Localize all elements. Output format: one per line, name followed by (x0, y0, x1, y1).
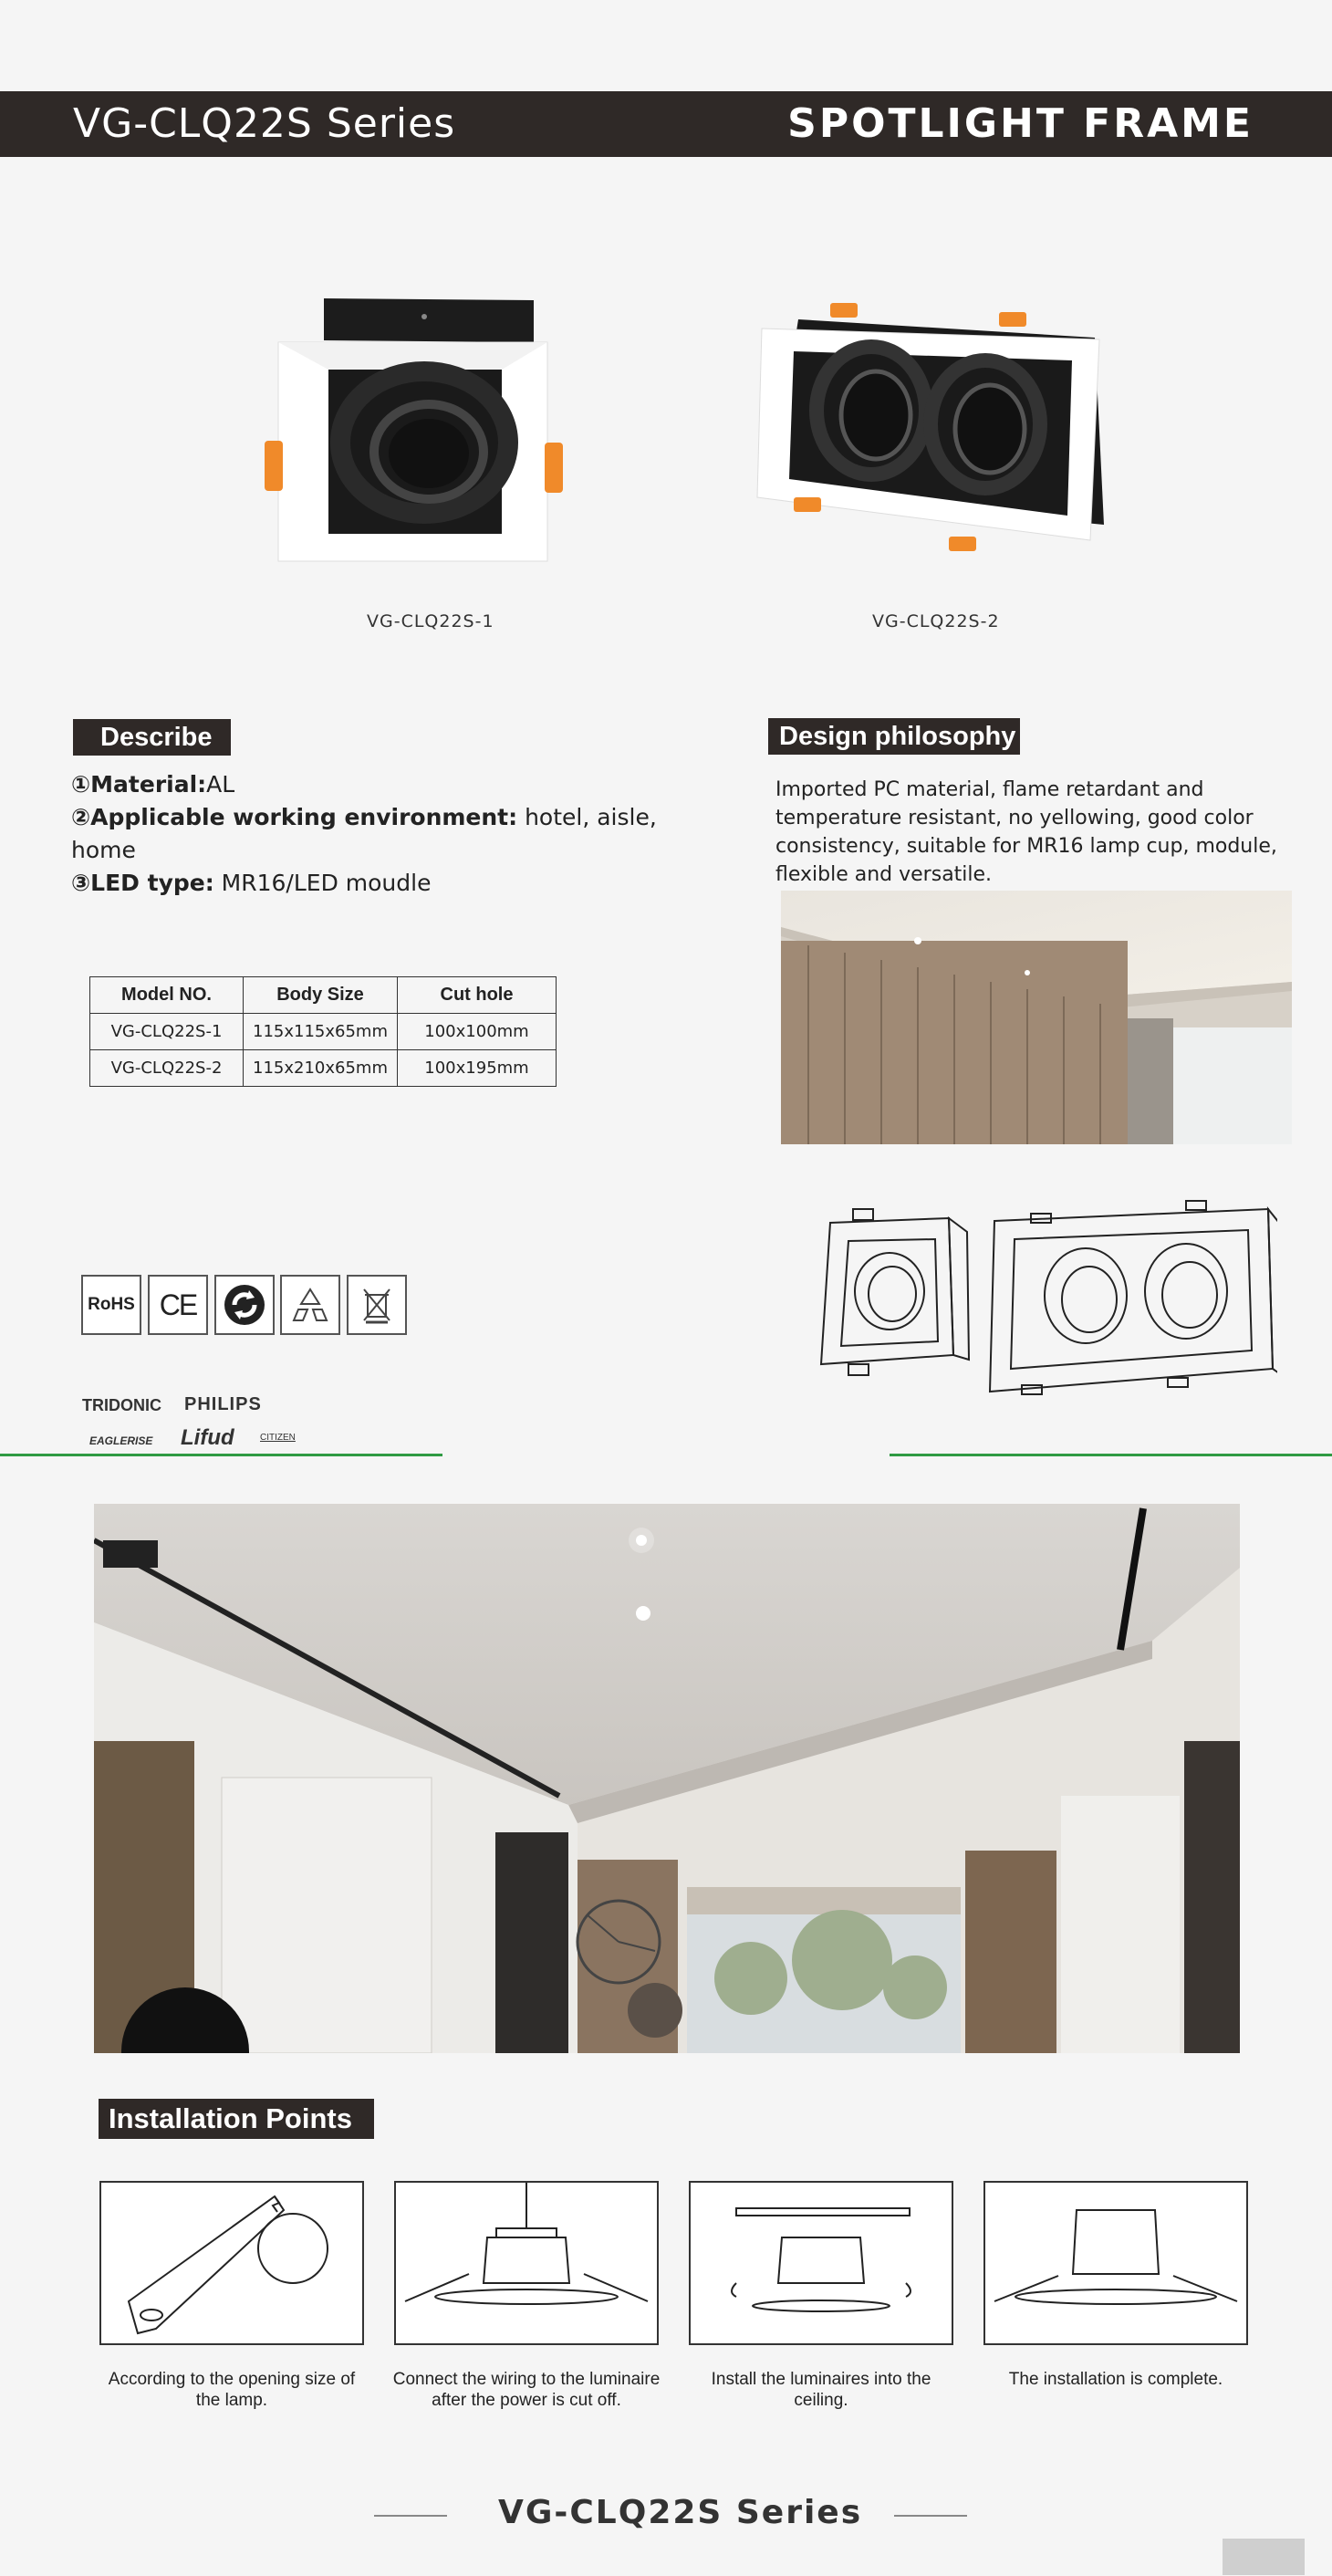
step-box (394, 2181, 659, 2345)
product-caption: VG-CLQ22S-2 (872, 611, 1000, 631)
table-cell: 100x195mm (398, 1050, 557, 1087)
table-cell: VG-CLQ22S-2 (90, 1050, 244, 1087)
footer-title: VG-CLQ22S Series (498, 2494, 863, 2531)
product-image-double (753, 301, 1118, 566)
product-image-single (260, 287, 607, 579)
table-cell: 115x210x65mm (244, 1050, 398, 1087)
describe-line: ③LED type: MR16/LED moudle (71, 870, 432, 896)
describe-line: ②Applicable working environment: hotel, aisle, home (71, 804, 657, 863)
table-header: Model NO. (90, 977, 244, 1014)
step-caption: The installation is complete. (1008, 2370, 1223, 2389)
design-label: Design philosophy (768, 718, 1020, 755)
spec-table (89, 976, 557, 1087)
table-header: Cut hole (398, 977, 557, 1014)
saw-icon (101, 2183, 362, 2343)
footer-rule-right (894, 2515, 967, 2517)
brand-tridonic: TRIDONIC (82, 1396, 161, 1414)
recycle-icon (280, 1275, 340, 1335)
brand-lifud: Lifud (181, 1425, 234, 1450)
step-caption: Connect the wiring to the luminaire after the power is cut off. (392, 2370, 661, 2410)
install-icon (691, 2183, 952, 2343)
installation-label: Installation Points (99, 2099, 374, 2139)
complete-icon (985, 2183, 1246, 2343)
brand-philips: PHILIPS (184, 1394, 262, 1414)
table-row (90, 1014, 557, 1050)
step-caption: According to the opening size of the lamp. (108, 2370, 356, 2410)
green-dot-icon (214, 1275, 275, 1335)
brand-citizen: CITIZEN (260, 1433, 296, 1443)
weee-bin-icon (347, 1275, 407, 1335)
table-header-row (90, 977, 557, 1014)
category-title: SPOTLIGHT FRAME (787, 100, 1254, 147)
series-title: VG-CLQ22S Series (73, 100, 456, 147)
table-header: Body Size (244, 977, 398, 1014)
table-row (90, 1050, 557, 1087)
divider-line (0, 1454, 442, 1456)
title-banner (0, 91, 1332, 157)
step-box (983, 2181, 1248, 2345)
frame-line-drawing (812, 1195, 1277, 1410)
describe-label: Describe (73, 719, 231, 756)
step-box (689, 2181, 953, 2345)
product-caption: VG-CLQ22S-1 (367, 611, 494, 631)
footer-rule-left (374, 2515, 447, 2517)
step-box (99, 2181, 364, 2345)
table-cell: VG-CLQ22S-1 (90, 1014, 244, 1050)
ce-icon: CE (148, 1275, 208, 1335)
brand-eaglerise: EAGLERISE (89, 1434, 153, 1447)
table-cell: 100x100mm (398, 1014, 557, 1050)
describe-list (71, 768, 692, 900)
design-text: Imported PC material, flame retardant and temperature resistant, no yellowing, good color consistency, suitable for MR16 lamp cup, module, flexible and versatile. (775, 778, 1277, 886)
rohs-icon: RoHS (81, 1275, 141, 1335)
wiring-icon (396, 2183, 657, 2343)
table-cell: 115x115x65mm (244, 1014, 398, 1050)
scroll-top-button[interactable] (1223, 2539, 1305, 2575)
interior-photo (781, 891, 1292, 1144)
application-photo (94, 1504, 1240, 2053)
step-caption: Install the luminaires into the ceiling. (711, 2370, 931, 2410)
describe-line: ①Material:AL (71, 771, 235, 798)
divider-line (890, 1454, 1332, 1456)
